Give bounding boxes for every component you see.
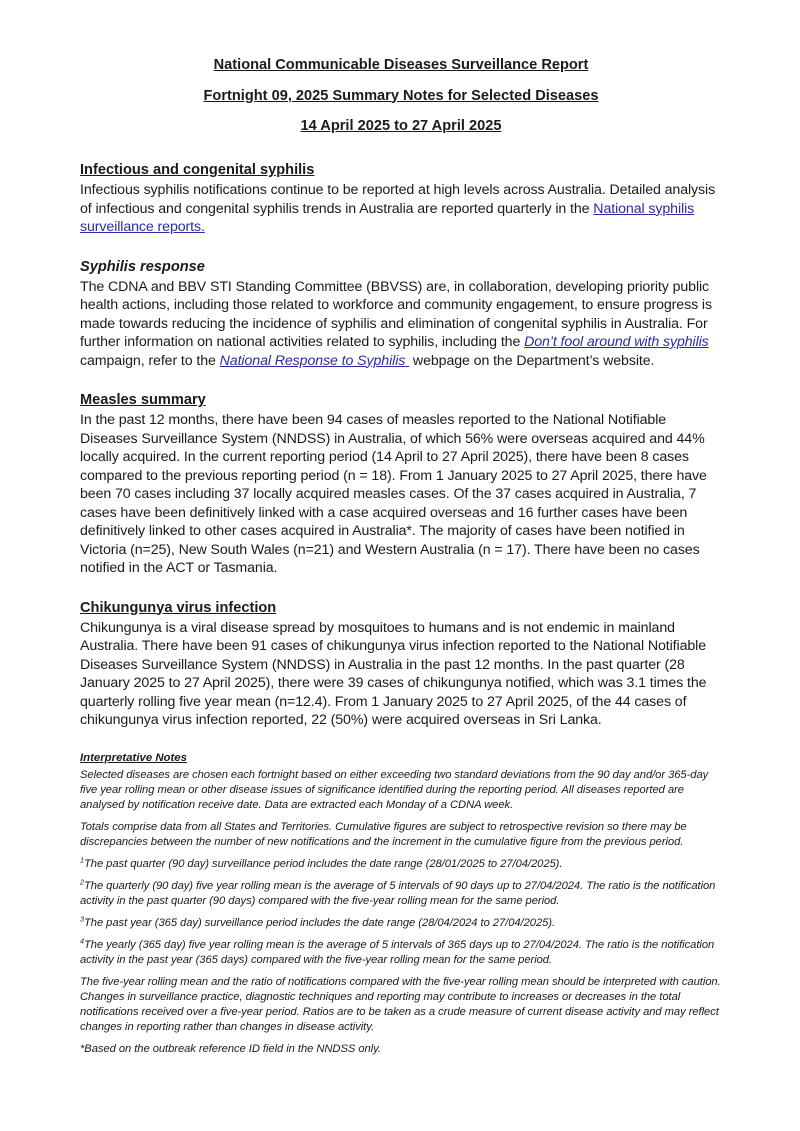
section-heading-measles-summary: Measles summary (80, 392, 206, 408)
section-paragraph (80, 619, 722, 730)
footnote-marker: 3 (80, 913, 84, 923)
sections-container (80, 161, 722, 730)
note-paragraph (80, 820, 722, 850)
section-heading-infectious-and-congenital-syphilis: Infectious and congenital syphilis (80, 162, 315, 178)
section-syphilis-response (80, 258, 722, 371)
text-run: In the past 12 months, there have been 94 cases of measles reported to the National Notifiable Diseases Surveillance System (NNDSS) in Australia, of which 56% were overseas acquired and 44% locally acquired. In the current reporting period (14 April to 27 April 2025), there have been 8 cases compared to the previous reporting period (n = 18). From 1 January 2025 to 27 April 2025, there have been 70 cases including 37 locally acquired measles cases. Of the 37 cases acquired in Australia, 7 cases have been definitively linked with a case acquired overseas and 16 further cases have been definitively linked to other cases acquired in Australia*. The majority of cases have been notified in Victoria (n=25), New South Wales (n=21) and Western Australia (n = 17). There have been no cases notified in the ACT or Tasmania. (80, 412, 707, 576)
section-chikungunya-virus-infection (80, 599, 722, 730)
text-run: The five-year rolling mean and the ratio of notifications compared with the five-year rolling mean should be interpreted with caution. Changes in surveillance practice, diagnostic techniques and reporting may contribute to increases or decreases in the total notifications received over a five-year period. Ratios are to be taken as a crude measure of current disease activity and may reflect changes in reporting rather than changes in disease activity. (80, 975, 721, 1033)
text-run: The yearly (365 day) five year rolling mean is the average of 5 intervals of 365 days up to 27/04/2024. The ratio is the notification activity in the past year (365 days) compared with the five-year rolling mean for the same period. (80, 938, 715, 966)
report-title: National Communicable Diseases Surveillance Report (213, 57, 589, 73)
report-date-range: 14 April 2025 to 27 April 2025 (300, 118, 502, 134)
note-paragraph (80, 913, 722, 931)
footnote-marker: 2 (80, 876, 84, 886)
text-run: The past year (365 day) surveillance period includes the date range (28/04/2024 to 27/04/2025). (84, 916, 556, 929)
text-run: Selected diseases are chosen each fortnight based on either exceeding two standard deviations from the 90 day and/or 365-day five year rolling mean or other disease issues of significance identified during the reporting period. All diseases reported are analysed by notification receive date. Data are extracted each Monday of a CDNA week. (80, 768, 709, 811)
note-paragraph (80, 1042, 722, 1057)
section-measles-summary (80, 391, 722, 578)
text-run: The past quarter (90 day) surveillance period includes the date range (28/01/2025 to 27/04/2025). (84, 857, 563, 870)
text-run: campaign, refer to the (80, 352, 220, 369)
note-paragraph (80, 975, 722, 1035)
note-paragraph (80, 854, 722, 872)
note-paragraph (80, 768, 722, 813)
footnote-marker: 4 (80, 935, 84, 945)
text-run: The quarterly (90 day) five year rolling mean is the average of 5 intervals of 90 days up to 27/04/2024. The ratio is the notification activity in the past quarter (90 days) compared with the five-year rolling mean for the same period. (80, 879, 716, 907)
section-paragraph (80, 181, 722, 237)
section-infectious-and-congenital-syphilis (80, 161, 722, 237)
text-run: Chikungunya is a viral disease spread by mosquitoes to humans and is not endemic in mainland Australia. There have been 91 cases of chikungunya virus infection reported to the National Notifiable Diseases Surveillance System (NNDSS) in Australia in the past 12 months. In the past quarter (28 January 2025 to 27 April 2025), there were 39 cases of chikungunya notified, which was 3.1 times the quarterly rolling five year mean (n=12.4). From 1 January 2025 to 27 April 2025, of the 44 cases of chikungunya virus infection reported, 22 (50%) were acquired overseas in Sri Lanka. (80, 619, 707, 728)
footnote-marker: 1 (80, 854, 84, 864)
text-run: Totals comprise data from all States and Territories. Cumulative figures are subject to retrospective revision so there may be discrepancies between the number of new notifications and the increment in the cumulative figure from the previous period. (80, 820, 687, 848)
text-run: Infectious syphilis notifications continue to be reported at high levels across Australia. Detailed analysis of infectious and congenital syphilis trends in Australia are reported quarterly in the (80, 182, 716, 217)
text-run: The CDNA and BBV STI Standing Committee (BBVSS) are, in collaboration, developing priority public health actions, including those related to workforce and community engagement, to ensure progress is made towards reducing the incidence of syphilis and elimination of congenital syphilis in Australia. For further information on national activities related to syphilis, including the (80, 278, 712, 350)
section-heading-chikungunya-virus-infection: Chikungunya virus infection (80, 599, 277, 616)
interpretative-notes-heading: Interpretative Notes (80, 751, 187, 764)
section-paragraph (80, 411, 722, 578)
text-run: webpage on the Department’s website. (409, 352, 655, 369)
report-subtitle: Fortnight 09, 2025 Summary Notes for Selected Diseases (203, 87, 599, 104)
interpretative-notes (80, 751, 722, 1057)
note-paragraph (80, 935, 722, 968)
link-national-response-to-syphilis[interactable]: National Response to Syphilis (219, 352, 410, 369)
link-dont-fool-around-with-syphilis-campaign[interactable]: Don’t fool around with syphilis (524, 334, 709, 350)
text-run: *Based on the outbreak reference ID field in the NNDSS only. (80, 1042, 381, 1055)
section-paragraph (80, 278, 722, 371)
note-paragraph (80, 876, 722, 909)
title-block (80, 57, 722, 134)
link-national-syphilis-surveillance-reports[interactable]: National syphilis surveillance reports. (80, 200, 695, 235)
interpretative-notes-body (80, 768, 722, 1057)
section-heading-syphilis-response: Syphilis response (80, 258, 205, 275)
